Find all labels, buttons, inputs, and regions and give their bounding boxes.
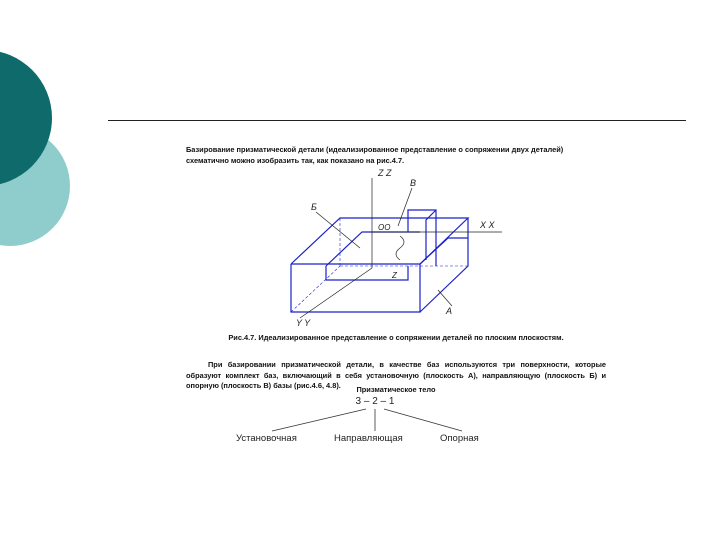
scheme-heading: Призматическое тело bbox=[356, 385, 436, 394]
v-leader bbox=[398, 188, 412, 226]
hidden-edge-1 bbox=[291, 266, 340, 312]
a-plane-label: А bbox=[446, 306, 453, 316]
z-small-label: Z bbox=[392, 271, 397, 280]
v-plane-label: В bbox=[410, 178, 417, 188]
scheme-leaf-support: Опорная bbox=[440, 433, 479, 444]
scheme-root: 3 – 2 – 1 bbox=[355, 396, 395, 407]
body-paragraph: При базировании призматической детали, в качестве баз используются три поверхности, которые образуют комплект баз, включающий в себя установочную (плоскость А), направляющую (плоскость Б) и опорную (плоскость В) базы (рис.4.6, 4.8). bbox=[186, 360, 606, 391]
axis-labels bbox=[296, 168, 496, 328]
b-plane-label: Б bbox=[311, 202, 317, 212]
scheme-leaf-guiding: Направляющая bbox=[334, 433, 403, 444]
y-axis-label: Y Y bbox=[296, 318, 311, 328]
axes bbox=[300, 178, 502, 318]
intro-paragraph: Базирование призматической детали (идеализированное представление о сопряжении двух деталей) схематично можно изобразить так, как показано на рис.4.7. bbox=[186, 145, 564, 165]
origin-label: OO bbox=[378, 223, 391, 232]
a-leader bbox=[438, 290, 452, 306]
z-axis-label: Z Z bbox=[378, 168, 392, 178]
wavy-mark bbox=[396, 236, 404, 260]
base-front-face bbox=[291, 264, 420, 312]
x-axis-label: X X bbox=[480, 220, 495, 230]
step-edge bbox=[420, 238, 468, 264]
y-axis-line bbox=[300, 268, 372, 318]
scheme-leaf-mounting: Установочная bbox=[236, 433, 297, 444]
figure-caption: Рис.4.7. Идеализированное представление о сопряжении деталей по плоским плоскостям. bbox=[228, 333, 564, 342]
